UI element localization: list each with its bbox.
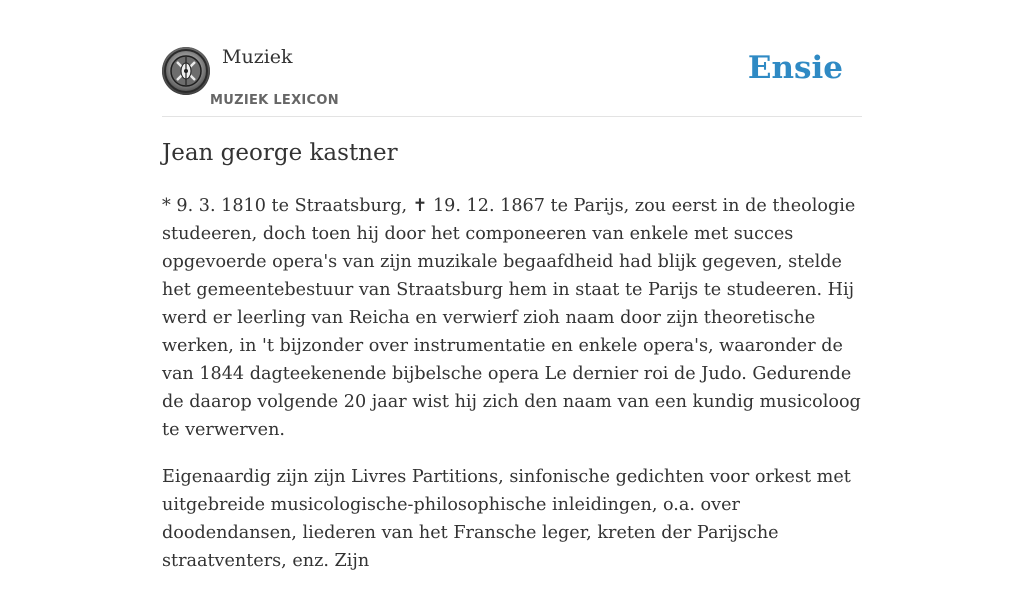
music-instruments-emblem-icon[interactable] <box>162 47 210 95</box>
brand-logo[interactable]: Ensie <box>747 50 843 86</box>
article-title: Jean george kastner <box>162 140 398 166</box>
site-subtitle[interactable]: MUZIEK LEXICON <box>210 93 339 108</box>
page <box>162 0 862 571</box>
article-paragraph: Eigenaardig zijn zijn Livres Partitions, sinfonische gedichten voor orkest met uitgebreide musicologische-philosophische inleidingen, o.a. over doodendansen, liederen van het Fransche leger, kreten der Parijsche straatventers, enz. Zijn <box>162 467 851 571</box>
site-title[interactable]: Muziek <box>222 46 293 68</box>
article-body <box>162 192 866 594</box>
article-paragraph: * 9. 3. 1810 te Straatsburg, ✝ 19. 12. 1867 te Parijs, zou eerst in de theologie studeeren, doch toen hij door het componeeren van enkele met succes opgevoerde opera's van zijn muzikale begaafdheid had blijk gegeven, stelde het gemeentebestuur van Straatsburg hem in staat te Parijs te studeeren. Hij werd er leerling van Reicha en verwierf zioh naam door zijn theoretische werken, in 't bijzonder over instrumentatie en enkele opera's, waaronder de van 1844 dagteekenende bijbelsche opera Le dernier roi de Judo. Gedurende de daarop volgende 20 jaar wist hij zich den naam van een kundig musicoloog te verwerven. <box>162 196 861 440</box>
site-header <box>162 0 862 117</box>
